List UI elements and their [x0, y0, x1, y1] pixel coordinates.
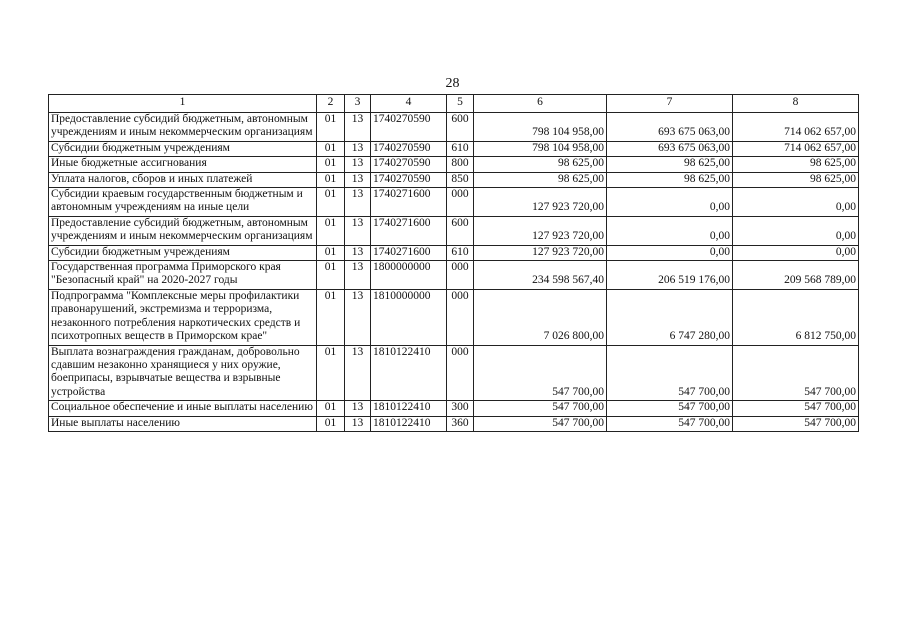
row-amount-col7: 0,00 — [607, 245, 733, 260]
row-target-code: 1740270590 — [371, 141, 447, 156]
header-cell: 5 — [447, 95, 474, 113]
row-subsection-code: 13 — [345, 113, 371, 142]
header-cell: 6 — [474, 95, 607, 113]
header-cell: 2 — [317, 95, 345, 113]
row-amount-col8: 98 625,00 — [733, 157, 859, 172]
row-amount-col7: 98 625,00 — [607, 172, 733, 187]
row-expense-type-code: 000 — [447, 261, 474, 290]
row-target-code: 1740271600 — [371, 188, 447, 217]
row-expense-type-code: 850 — [447, 172, 474, 187]
row-amount-col7: 547 700,00 — [607, 401, 733, 416]
table-row — [49, 261, 859, 290]
row-expense-type-code: 300 — [447, 401, 474, 416]
budget-table — [48, 94, 859, 432]
row-amount-col6: 234 598 567,40 — [474, 261, 607, 290]
row-amount-col7: 693 675 063,00 — [607, 141, 733, 156]
row-expense-type-code: 610 — [447, 245, 474, 260]
row-name: Государственная программа Приморского края "Безопасный край" на 2020-2027 годы — [49, 261, 317, 290]
row-amount-col6: 798 104 958,00 — [474, 113, 607, 142]
row-section-code: 01 — [317, 141, 345, 156]
row-name: Иные выплаты населению — [49, 416, 317, 431]
row-name: Субсидии бюджетным учреждениям — [49, 245, 317, 260]
row-subsection-code: 13 — [345, 172, 371, 187]
row-expense-type-code: 600 — [447, 113, 474, 142]
row-name: Предоставление субсидий бюджетным, автономным учреждениям и иным некоммерческим организациям — [49, 113, 317, 142]
row-subsection-code: 13 — [345, 245, 371, 260]
row-amount-col8: 547 700,00 — [733, 416, 859, 431]
row-subsection-code: 13 — [345, 401, 371, 416]
row-subsection-code: 13 — [345, 289, 371, 345]
header-cell: 4 — [371, 95, 447, 113]
row-target-code: 1740270590 — [371, 172, 447, 187]
table-row — [49, 188, 859, 217]
table-row — [49, 416, 859, 431]
row-subsection-code: 13 — [345, 188, 371, 217]
row-section-code: 01 — [317, 172, 345, 187]
row-amount-col7: 206 519 176,00 — [607, 261, 733, 290]
page-number: 28 — [445, 76, 460, 91]
row-section-code: 01 — [317, 245, 345, 260]
row-name: Субсидии бюджетным учреждениям — [49, 141, 317, 156]
row-expense-type-code: 360 — [447, 416, 474, 431]
row-amount-col8: 0,00 — [733, 188, 859, 217]
row-name: Иные бюджетные ассигнования — [49, 157, 317, 172]
row-target-code: 1740271600 — [371, 216, 447, 245]
row-section-code: 01 — [317, 188, 345, 217]
row-name: Выплата вознаграждения гражданам, добровольно сдавшим незаконно хранящиеся у них оружие, боеприпасы, взрывчатые вещества и взрывные устройства — [49, 345, 317, 401]
row-section-code: 01 — [317, 289, 345, 345]
row-section-code: 01 — [317, 113, 345, 142]
row-target-code: 1740270590 — [371, 157, 447, 172]
row-target-code: 1810122410 — [371, 416, 447, 431]
row-section-code: 01 — [317, 157, 345, 172]
row-amount-col6: 547 700,00 — [474, 416, 607, 431]
row-amount-col8: 0,00 — [733, 216, 859, 245]
row-name: Социальное обеспечение и иные выплаты населению — [49, 401, 317, 416]
row-subsection-code: 13 — [345, 157, 371, 172]
row-amount-col8: 714 062 657,00 — [733, 141, 859, 156]
row-subsection-code: 13 — [345, 216, 371, 245]
table-row — [49, 245, 859, 260]
row-expense-type-code: 000 — [447, 289, 474, 345]
row-amount-col6: 127 923 720,00 — [474, 216, 607, 245]
row-section-code: 01 — [317, 216, 345, 245]
row-section-code: 01 — [317, 401, 345, 416]
row-subsection-code: 13 — [345, 141, 371, 156]
row-amount-col8: 547 700,00 — [733, 401, 859, 416]
table-row — [49, 157, 859, 172]
row-amount-col6: 798 104 958,00 — [474, 141, 607, 156]
row-amount-col8: 209 568 789,00 — [733, 261, 859, 290]
row-amount-col7: 547 700,00 — [607, 416, 733, 431]
row-expense-type-code: 800 — [447, 157, 474, 172]
row-amount-col6: 547 700,00 — [474, 401, 607, 416]
row-amount-col6: 547 700,00 — [474, 345, 607, 401]
table-header-row — [49, 95, 859, 113]
row-target-code: 1740271600 — [371, 245, 447, 260]
row-section-code: 01 — [317, 261, 345, 290]
table-row — [49, 216, 859, 245]
row-subsection-code: 13 — [345, 416, 371, 431]
row-name: Предоставление субсидий бюджетным, автономным учреждениям и иным некоммерческим организациям — [49, 216, 317, 245]
row-amount-col6: 98 625,00 — [474, 172, 607, 187]
table-row — [49, 289, 859, 345]
table-row — [49, 401, 859, 416]
table-row — [49, 172, 859, 187]
row-amount-col8: 6 812 750,00 — [733, 289, 859, 345]
row-amount-col8: 98 625,00 — [733, 172, 859, 187]
row-amount-col8: 547 700,00 — [733, 345, 859, 401]
row-name: Подпрограмма "Комплексные меры профилактики правонарушений, экстремизма и терроризма, незаконного потребления наркотических средств и психотропных веществ в Приморском крае" — [49, 289, 317, 345]
row-amount-col6: 7 026 800,00 — [474, 289, 607, 345]
header-cell: 3 — [345, 95, 371, 113]
header-cell: 7 — [607, 95, 733, 113]
row-expense-type-code: 000 — [447, 188, 474, 217]
row-amount-col6: 127 923 720,00 — [474, 245, 607, 260]
row-amount-col7: 693 675 063,00 — [607, 113, 733, 142]
row-name: Уплата налогов, сборов и иных платежей — [49, 172, 317, 187]
row-expense-type-code: 600 — [447, 216, 474, 245]
row-target-code: 1810122410 — [371, 401, 447, 416]
row-amount-col8: 0,00 — [733, 245, 859, 260]
row-target-code: 1810000000 — [371, 289, 447, 345]
row-amount-col7: 98 625,00 — [607, 157, 733, 172]
row-target-code: 1800000000 — [371, 261, 447, 290]
row-amount-col7: 6 747 280,00 — [607, 289, 733, 345]
table-row — [49, 141, 859, 156]
row-amount-col7: 547 700,00 — [607, 345, 733, 401]
row-expense-type-code: 610 — [447, 141, 474, 156]
table-row — [49, 345, 859, 401]
row-subsection-code: 13 — [345, 261, 371, 290]
row-subsection-code: 13 — [345, 345, 371, 401]
row-amount-col7: 0,00 — [607, 216, 733, 245]
row-amount-col8: 714 062 657,00 — [733, 113, 859, 142]
row-target-code: 1810122410 — [371, 345, 447, 401]
row-section-code: 01 — [317, 345, 345, 401]
header-cell: 8 — [733, 95, 859, 113]
row-amount-col7: 0,00 — [607, 188, 733, 217]
row-expense-type-code: 000 — [447, 345, 474, 401]
row-name: Субсидии краевым государственным бюджетным и автономным учреждениям на иные цели — [49, 188, 317, 217]
row-target-code: 1740270590 — [371, 113, 447, 142]
header-cell: 1 — [49, 95, 317, 113]
row-section-code: 01 — [317, 416, 345, 431]
row-amount-col6: 127 923 720,00 — [474, 188, 607, 217]
table-row — [49, 113, 859, 142]
row-amount-col6: 98 625,00 — [474, 157, 607, 172]
